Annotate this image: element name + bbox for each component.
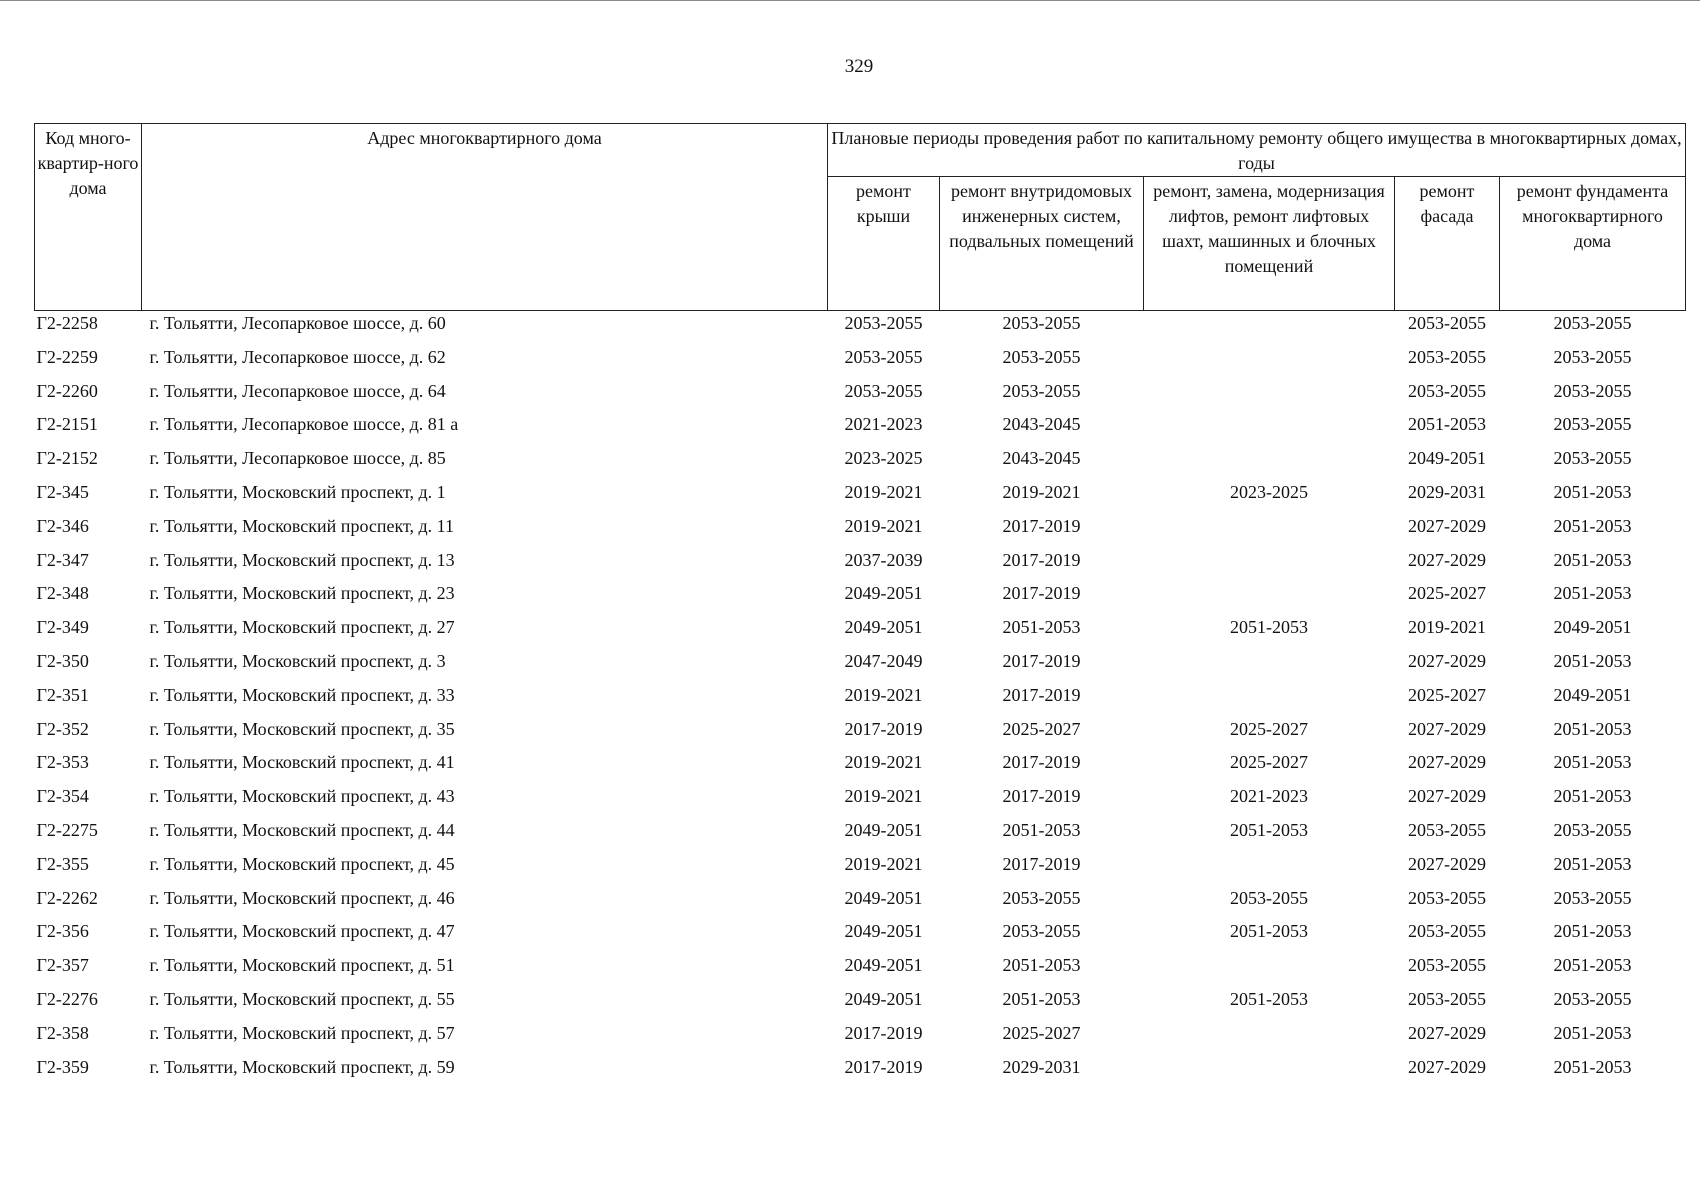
- cell-address: г. Тольятти, Московский проспект, д. 1: [149, 481, 446, 502]
- cell-facade: 2027-2029: [1408, 718, 1486, 739]
- cell-facade: 2025-2027: [1408, 583, 1486, 604]
- cell-foundation: 2053-2055: [1553, 988, 1632, 1009]
- header-foundation: [1500, 177, 1686, 311]
- cell-address: г. Тольятти, Лесопарковое шоссе, д. 62: [149, 346, 446, 367]
- cell-foundation: 2053-2055: [1553, 414, 1632, 435]
- cell-elevators: 2021-2023: [1230, 786, 1308, 807]
- table-body: [35, 311, 1686, 1091]
- table-row: [35, 381, 1686, 415]
- header-planned-periods: [828, 124, 1686, 177]
- cell-code: Г2-2275: [36, 819, 98, 840]
- table-row: [35, 550, 1686, 584]
- table-row: [35, 414, 1686, 448]
- cell-address: г. Тольятти, Московский проспект, д. 3: [149, 650, 446, 671]
- cell-elevators: [1144, 651, 1395, 685]
- cell-address: г. Тольятти, Московский проспект, д. 55: [149, 988, 455, 1009]
- cell-code: Г2-2276: [36, 988, 98, 1009]
- cell-foundation: 2053-2055: [1553, 887, 1632, 908]
- table-row: [35, 854, 1686, 888]
- header-roof: [828, 177, 940, 311]
- cell-foundation: 2051-2053: [1553, 921, 1632, 942]
- cell-roof: 2049-2051: [844, 583, 923, 604]
- cell-facade: 2053-2055: [1408, 887, 1486, 908]
- cell-roof: 2049-2051: [844, 887, 923, 908]
- cell-roof: 2049-2051: [844, 955, 923, 976]
- cell-roof: 2019-2021: [844, 786, 923, 807]
- cell-elevators: 2051-2053: [1230, 988, 1308, 1009]
- header-code: [35, 124, 142, 311]
- cell-roof: 2049-2051: [844, 819, 923, 840]
- cell-code: Г2-352: [36, 718, 89, 739]
- table-row: [35, 719, 1686, 753]
- cell-facade: 2029-2031: [1408, 481, 1486, 502]
- cell-code: Г2-357: [36, 955, 89, 976]
- cell-roof: 2053-2055: [844, 380, 923, 401]
- table-row: [35, 786, 1686, 820]
- cell-roof: 2019-2021: [844, 515, 923, 536]
- cell-roof: 2017-2019: [844, 1022, 923, 1043]
- cell-facade: 2027-2029: [1408, 650, 1486, 671]
- top-rule: [0, 0, 1700, 1]
- header-elevators: [1144, 177, 1395, 311]
- cell-code: Г2-348: [36, 583, 89, 604]
- cell-elevators: [1144, 347, 1395, 381]
- cell-engineering: 2029-2031: [1002, 1056, 1081, 1077]
- cell-foundation: 2049-2051: [1553, 617, 1632, 638]
- cell-foundation: 2051-2053: [1553, 549, 1632, 570]
- cell-code: Г2-350: [36, 650, 89, 671]
- table-row: [35, 617, 1686, 651]
- cell-address: г. Тольятти, Московский проспект, д. 47: [149, 921, 455, 942]
- cell-address: г. Тольятти, Московский проспект, д. 13: [149, 549, 455, 570]
- cell-elevators: [1144, 414, 1395, 448]
- table-row: [35, 482, 1686, 516]
- cell-elevators: 2053-2055: [1230, 887, 1308, 908]
- page-number: 329: [844, 56, 874, 77]
- cell-facade: 2053-2055: [1408, 380, 1486, 401]
- cell-roof: 2017-2019: [844, 718, 923, 739]
- header-code-text: Код много-квартир-ного дома: [37, 128, 139, 198]
- cell-facade: 2019-2021: [1408, 617, 1486, 638]
- cell-address: г. Тольятти, Лесопарковое шоссе, д. 64: [149, 380, 446, 401]
- cell-roof: 2049-2051: [844, 921, 923, 942]
- cell-engineering: 2019-2021: [1002, 481, 1081, 502]
- header-address-text: Адрес многоквартирного дома: [367, 128, 602, 148]
- cell-address: г. Тольятти, Московский проспект, д. 41: [149, 752, 455, 773]
- cell-foundation: 2053-2055: [1553, 380, 1632, 401]
- cell-address: г. Тольятти, Московский проспект, д. 43: [149, 786, 455, 807]
- cell-roof: 2049-2051: [844, 617, 923, 638]
- cell-foundation: 2051-2053: [1553, 752, 1632, 773]
- cell-engineering: 2017-2019: [1002, 549, 1081, 570]
- cell-engineering: 2017-2019: [1002, 515, 1081, 536]
- cell-engineering: 2051-2053: [1002, 819, 1081, 840]
- cell-elevators: 2025-2027: [1230, 718, 1308, 739]
- cell-code: Г2-359: [36, 1056, 89, 1077]
- table-row: [35, 820, 1686, 854]
- header-facade: [1395, 177, 1500, 311]
- cell-elevators: 2051-2053: [1230, 617, 1308, 638]
- cell-facade: 2025-2027: [1408, 684, 1486, 705]
- cell-facade: 2027-2029: [1408, 786, 1486, 807]
- cell-code: Г2-346: [36, 515, 89, 536]
- cell-foundation: 2051-2053: [1553, 786, 1632, 807]
- cell-facade: 2053-2055: [1408, 313, 1486, 333]
- header-address: [142, 124, 828, 311]
- table-row: [35, 448, 1686, 482]
- cell-address: г. Тольятти, Московский проспект, д. 59: [149, 1056, 455, 1077]
- cell-engineering: 2053-2055: [1002, 313, 1081, 333]
- cell-address: г. Тольятти, Московский проспект, д. 44: [149, 819, 455, 840]
- cell-address: г. Тольятти, Московский проспект, д. 51: [149, 955, 455, 976]
- header-facade-text: ремонт фасада: [1419, 181, 1475, 226]
- cell-elevators: [1144, 448, 1395, 482]
- cell-facade: 2027-2029: [1408, 515, 1486, 536]
- cell-engineering: 2051-2053: [1002, 988, 1081, 1009]
- cell-foundation: 2049-2051: [1553, 684, 1632, 705]
- cell-facade: 2027-2029: [1408, 549, 1486, 570]
- cell-elevators: 2023-2025: [1230, 481, 1308, 502]
- table-row: [35, 888, 1686, 922]
- cell-foundation: 2051-2053: [1553, 853, 1632, 874]
- cell-code: Г2-353: [36, 752, 89, 773]
- cell-elevators: 2051-2053: [1230, 921, 1308, 942]
- cell-foundation: 2051-2053: [1553, 1022, 1632, 1043]
- cell-facade: 2027-2029: [1408, 752, 1486, 773]
- cell-roof: 2019-2021: [844, 481, 923, 502]
- table-row: [35, 1057, 1686, 1091]
- cell-elevators: [1144, 1057, 1395, 1091]
- cell-code: Г2-2151: [36, 414, 98, 435]
- cell-foundation: 2051-2053: [1553, 515, 1632, 536]
- header-elevators-text: ремонт, замена, модернизация лифтов, ремонт лифтовых шахт, машинных и блочных помещений: [1153, 181, 1385, 276]
- table-row: [35, 921, 1686, 955]
- cell-facade: 2027-2029: [1408, 1056, 1486, 1077]
- table-row: [35, 583, 1686, 617]
- header-roof-text: ремонт крыши: [856, 181, 911, 226]
- cell-engineering: 2053-2055: [1002, 380, 1081, 401]
- cell-engineering: 2025-2027: [1002, 718, 1081, 739]
- cell-roof: 2053-2055: [844, 313, 923, 333]
- cell-address: г. Тольятти, Московский проспект, д. 35: [149, 718, 455, 739]
- cell-roof: 2017-2019: [844, 1056, 923, 1077]
- cell-facade: 2053-2055: [1408, 346, 1486, 367]
- cell-address: г. Тольятти, Лесопарковое шоссе, д. 60: [149, 313, 446, 333]
- table-row: [35, 752, 1686, 786]
- table-row: [35, 955, 1686, 989]
- cell-engineering: 2017-2019: [1002, 583, 1081, 604]
- cell-engineering: 2017-2019: [1002, 650, 1081, 671]
- cell-code: Г2-349: [36, 617, 89, 638]
- cell-facade: 2051-2053: [1408, 414, 1486, 435]
- cell-address: г. Тольятти, Московский проспект, д. 33: [149, 684, 455, 705]
- cell-code: Г2-354: [36, 786, 89, 807]
- cell-foundation: 2051-2053: [1553, 718, 1632, 739]
- cell-code: Г2-2262: [36, 887, 98, 908]
- cell-roof: 2023-2025: [844, 448, 923, 469]
- cell-facade: 2027-2029: [1408, 1022, 1486, 1043]
- header-foundation-text: ремонт фундамента многоквартирного дома: [1516, 181, 1669, 251]
- cell-roof: 2019-2021: [844, 752, 923, 773]
- cell-engineering: 2051-2053: [1002, 955, 1081, 976]
- cell-address: г. Тольятти, Московский проспект, д. 45: [149, 853, 455, 874]
- cell-code: Г2-2258: [36, 313, 98, 333]
- cell-engineering: 2053-2055: [1002, 346, 1081, 367]
- cell-facade: 2027-2029: [1408, 853, 1486, 874]
- cell-roof: 2019-2021: [844, 684, 923, 705]
- cell-elevators: [1144, 854, 1395, 888]
- cell-engineering: 2051-2053: [1002, 617, 1081, 638]
- table-row: [35, 347, 1686, 381]
- cell-foundation: 2051-2053: [1553, 481, 1632, 502]
- cell-code: Г2-2260: [36, 380, 98, 401]
- cell-facade: 2053-2055: [1408, 921, 1486, 942]
- cell-elevators: [1144, 550, 1395, 584]
- cell-code: Г2-2259: [36, 346, 98, 367]
- cell-elevators: [1144, 685, 1395, 719]
- cell-roof: 2053-2055: [844, 346, 923, 367]
- cell-roof: 2049-2051: [844, 988, 923, 1009]
- cell-roof: 2021-2023: [844, 414, 923, 435]
- cell-foundation: 2053-2055: [1553, 313, 1632, 333]
- repair-schedule-table: [34, 123, 1686, 1090]
- table-row: [35, 516, 1686, 550]
- cell-foundation: 2051-2053: [1553, 1056, 1632, 1077]
- cell-address: г. Тольятти, Московский проспект, д. 11: [149, 515, 455, 536]
- cell-foundation: 2053-2055: [1553, 448, 1632, 469]
- table-row: [35, 989, 1686, 1023]
- cell-engineering: 2017-2019: [1002, 786, 1081, 807]
- cell-address: г. Тольятти, Московский проспект, д. 23: [149, 583, 455, 604]
- cell-engineering: 2017-2019: [1002, 752, 1081, 773]
- cell-address: г. Тольятти, Лесопарковое шоссе, д. 81 а: [149, 414, 459, 435]
- cell-code: Г2-358: [36, 1022, 89, 1043]
- table-row: [35, 651, 1686, 685]
- cell-address: г. Тольятти, Московский проспект, д. 57: [149, 1022, 455, 1043]
- cell-elevators: [1144, 583, 1395, 617]
- cell-address: г. Тольятти, Лесопарковое шоссе, д. 85: [149, 448, 446, 469]
- cell-engineering: 2043-2045: [1002, 414, 1081, 435]
- cell-address: г. Тольятти, Московский проспект, д. 46: [149, 887, 455, 908]
- cell-facade: 2053-2055: [1408, 955, 1486, 976]
- cell-elevators: [1144, 1023, 1395, 1057]
- header-engineering: [940, 177, 1144, 311]
- header-engineering-text: ремонт внутридомовых инженерных систем, подвальных помещений: [949, 181, 1134, 251]
- table-row: [35, 311, 1686, 347]
- cell-foundation: 2051-2053: [1553, 650, 1632, 671]
- cell-elevators: [1144, 955, 1395, 989]
- cell-foundation: 2051-2053: [1553, 955, 1632, 976]
- cell-engineering: 2053-2055: [1002, 887, 1081, 908]
- table-row: [35, 1023, 1686, 1057]
- cell-code: Г2-347: [36, 549, 89, 570]
- cell-engineering: 2017-2019: [1002, 684, 1081, 705]
- cell-engineering: 2025-2027: [1002, 1022, 1081, 1043]
- cell-roof: 2019-2021: [844, 853, 923, 874]
- cell-foundation: 2051-2053: [1553, 583, 1632, 604]
- cell-elevators: 2051-2053: [1230, 819, 1308, 840]
- cell-engineering: 2017-2019: [1002, 853, 1081, 874]
- cell-elevators: 2025-2027: [1230, 752, 1308, 773]
- cell-code: Г2-2152: [36, 448, 98, 469]
- cell-code: Г2-351: [36, 684, 89, 705]
- cell-foundation: 2053-2055: [1553, 346, 1632, 367]
- cell-code: Г2-356: [36, 921, 89, 942]
- cell-facade: 2053-2055: [1408, 988, 1486, 1009]
- cell-elevators: [1144, 516, 1395, 550]
- cell-code: Г2-355: [36, 853, 89, 874]
- cell-roof: 2037-2039: [844, 549, 923, 570]
- cell-elevators: [1144, 311, 1395, 347]
- header-planned-periods-text: Плановые периоды проведения работ по капитальному ремонту общего имущества в многоквартирных домах, годы: [831, 128, 1682, 173]
- cell-elevators: [1144, 381, 1395, 415]
- cell-engineering: 2043-2045: [1002, 448, 1081, 469]
- cell-engineering: 2053-2055: [1002, 921, 1081, 942]
- cell-address: г. Тольятти, Московский проспект, д. 27: [149, 617, 455, 638]
- cell-foundation: 2053-2055: [1553, 819, 1632, 840]
- cell-code: Г2-345: [36, 481, 89, 502]
- table-row: [35, 685, 1686, 719]
- cell-facade: 2049-2051: [1408, 448, 1486, 469]
- cell-facade: 2053-2055: [1408, 819, 1486, 840]
- cell-roof: 2047-2049: [844, 650, 923, 671]
